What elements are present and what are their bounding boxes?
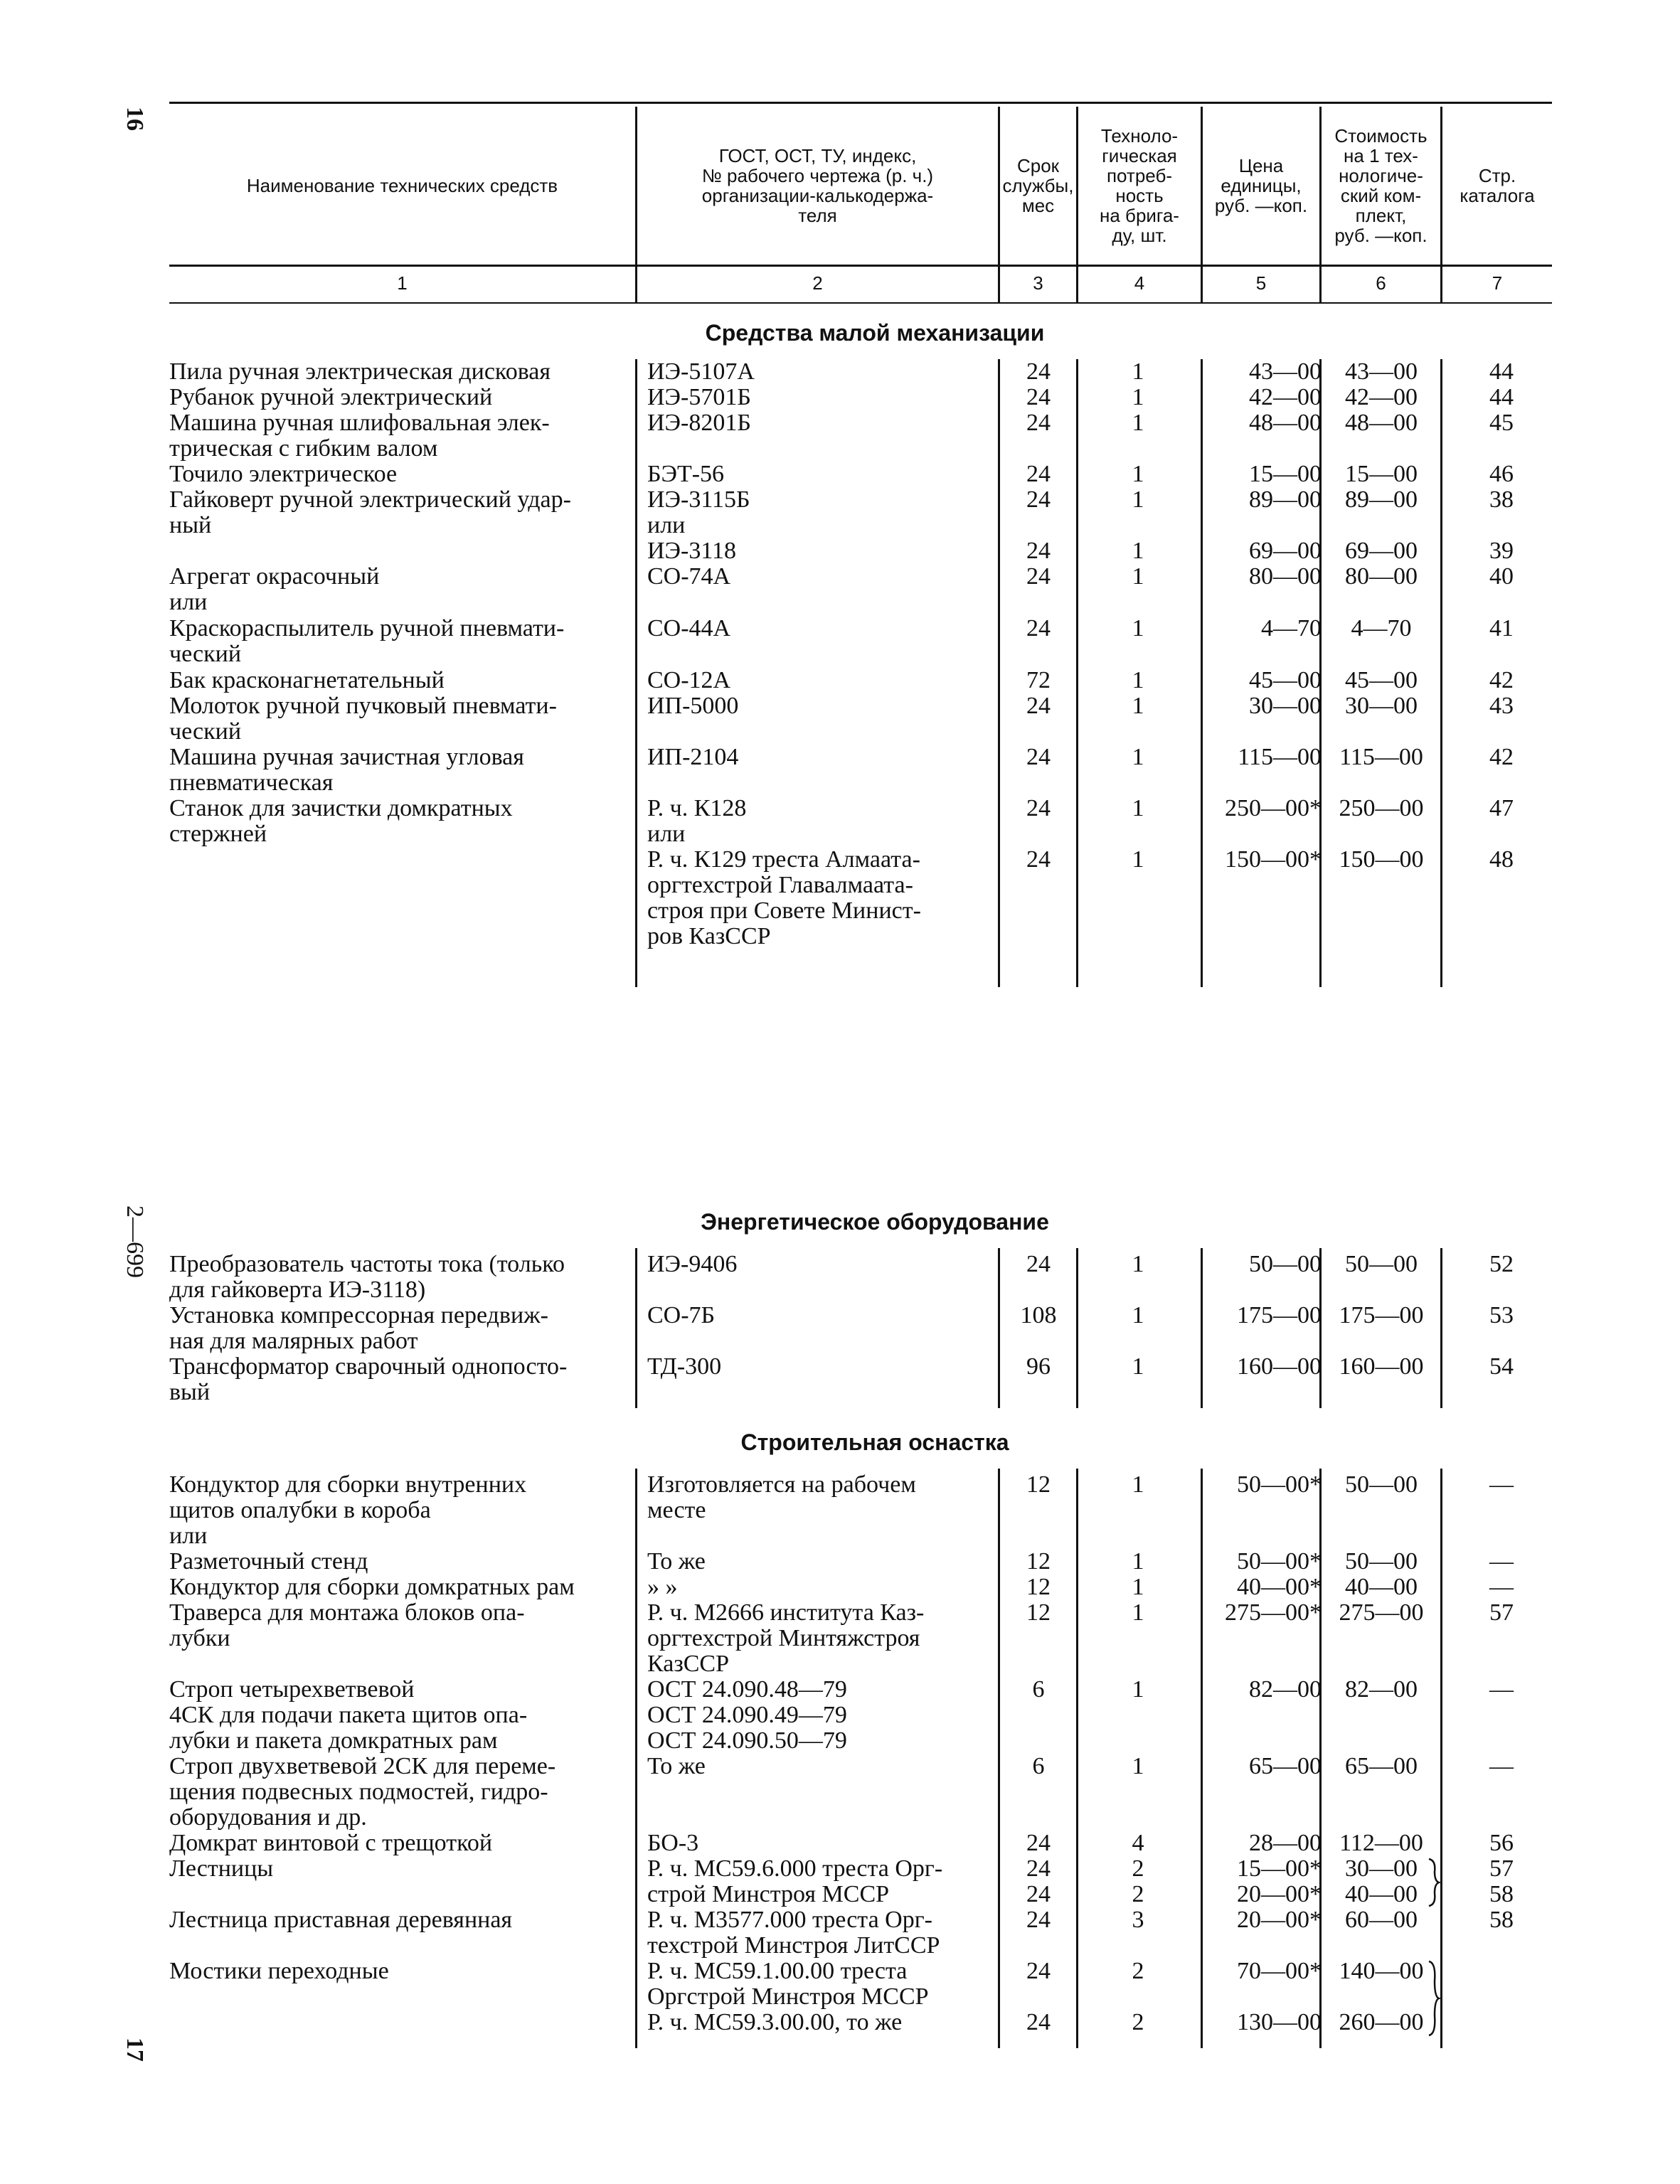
item-cost: 4—70 (1351, 615, 1412, 641)
item-price: 69—00 (1249, 538, 1322, 564)
item-qty: 2 (1132, 1855, 1144, 1882)
item-name: Пила ручная электрическая дисковая (169, 358, 551, 385)
item-price: 20—00* (1237, 1881, 1322, 1907)
item-name: Станок для зачистки домкратных стержней (169, 795, 513, 847)
item-code: ИП-2104 (647, 744, 739, 770)
item-term: 24 (1026, 1958, 1051, 1984)
item-term: 12 (1026, 1548, 1051, 1575)
item-catalog-page: 44 (1489, 358, 1514, 385)
item-term: 24 (1026, 384, 1051, 410)
body-divider (635, 359, 637, 987)
item-catalog-page: 46 (1489, 461, 1514, 487)
item-catalog-page: 38 (1489, 486, 1514, 513)
item-term: 6 (1032, 1753, 1045, 1779)
item-term: 24 (1026, 563, 1051, 590)
item-cost: 140—00 (1339, 1958, 1424, 1984)
item-catalog-page: — (1489, 1471, 1514, 1498)
item-price: 45—00 (1249, 667, 1322, 693)
brace-icon (1426, 1960, 1442, 2037)
item-price: 80—00 (1249, 563, 1322, 590)
item-cost: 50—00 (1345, 1548, 1418, 1575)
item-qty: 1 (1132, 1302, 1144, 1328)
item-code: СО-7Б (647, 1302, 716, 1328)
item-catalog-page: — (1489, 1548, 1514, 1575)
item-qty: 2 (1132, 1958, 1144, 1984)
item-qty: 1 (1132, 1676, 1144, 1703)
item-cost: 42—00 (1345, 384, 1418, 410)
item-catalog-page: 39 (1489, 538, 1514, 564)
item-price: 115—00 (1238, 744, 1322, 770)
item-catalog-page: 45 (1489, 410, 1514, 436)
item-name: Кондуктор для сборки внутренних щитов опалубки в короба или (169, 1471, 527, 1549)
item-code: БО-3 (647, 1830, 699, 1856)
item-qty: 1 (1132, 693, 1144, 719)
item-price: 250—00* (1225, 795, 1322, 821)
item-code: Р. ч. МС59.6.000 треста Орг- (647, 1855, 943, 1882)
item-catalog-page: 48 (1489, 846, 1514, 873)
item-term: 24 (1026, 1907, 1051, 1933)
item-qty: 1 (1132, 1548, 1144, 1575)
item-catalog-page: — (1489, 1753, 1514, 1779)
item-cost: 275—00 (1339, 1599, 1424, 1626)
column-number: 3 (1033, 272, 1043, 294)
item-cost: 80—00 (1345, 563, 1418, 590)
item-code: Р. ч. М3577.000 треста Орг- техстрой Минстроя ЛитССР (647, 1907, 940, 1959)
body-divider (635, 1469, 637, 2048)
column-number: 2 (812, 272, 823, 294)
item-catalog-page: 56 (1489, 1830, 1514, 1856)
item-qty: 1 (1132, 538, 1144, 564)
item-catalog-page: 44 (1489, 384, 1514, 410)
item-name: Строп двухветвевой 2СК для переме- щения подвесных подмостей, гидро- оборудования и др. (169, 1753, 556, 1831)
item-term: 96 (1026, 1353, 1051, 1380)
table-top-rule (169, 102, 1552, 104)
colnum-bottom-rule (169, 302, 1552, 304)
item-qty: 4 (1132, 1830, 1144, 1856)
item-code: СО-12А (647, 667, 731, 693)
item-cost: 30—00 (1345, 693, 1418, 719)
item-qty: 1 (1132, 1574, 1144, 1600)
item-term: 24 (1026, 461, 1051, 487)
item-code: ИЭ-3118 (647, 538, 737, 564)
item-price: 42—00 (1249, 384, 1322, 410)
item-cost: 160—00 (1339, 1353, 1424, 1380)
item-price: 48—00 (1249, 410, 1322, 436)
item-code: Р. ч. К128 или (647, 795, 747, 847)
item-code: Р. ч. МС59.1.00.00 треста Оргстрой Минстроя МССР (647, 1958, 929, 2010)
item-cost: 50—00 (1345, 1471, 1418, 1498)
item-price: 89—00 (1249, 486, 1322, 513)
item-cost: 43—00 (1345, 358, 1418, 385)
item-term: 24 (1026, 358, 1051, 385)
item-price: 82—00 (1249, 1676, 1322, 1703)
item-code: Изготовляется на рабочем месте (647, 1471, 916, 1523)
item-name: Разметочный стенд (169, 1548, 368, 1575)
item-catalog-page: 41 (1489, 615, 1514, 641)
item-catalog-page: 43 (1489, 693, 1514, 719)
item-code: » » (647, 1574, 678, 1600)
item-name: Строп четырехветвевой 4СК для подачи пакета щитов опа- лубки и пакета домкратных рам (169, 1676, 528, 1754)
item-qty: 1 (1132, 410, 1144, 436)
item-code: ИЭ-8201Б (647, 410, 751, 436)
item-qty: 1 (1132, 563, 1144, 590)
item-qty: 1 (1132, 384, 1144, 410)
item-qty: 2 (1132, 2009, 1144, 2035)
item-qty: 1 (1132, 667, 1144, 693)
item-term: 24 (1026, 1830, 1051, 1856)
item-term: 24 (1026, 2009, 1051, 2035)
item-term: 12 (1026, 1574, 1051, 1600)
item-cost: 40—00 (1345, 1881, 1418, 1907)
item-code: СО-74А (647, 563, 731, 590)
item-price: 28—00 (1249, 1830, 1322, 1856)
item-price: 43—00 (1249, 358, 1322, 385)
item-price: 70—00* (1237, 1958, 1322, 1984)
item-price: 50—00* (1237, 1471, 1322, 1498)
item-name: Кондуктор для сборки домкратных рам (169, 1574, 575, 1600)
item-price: 15—00 (1249, 461, 1322, 487)
item-price: 175—00 (1237, 1302, 1322, 1328)
item-name: Мостики переходные (169, 1958, 389, 1984)
item-qty: 1 (1132, 1599, 1144, 1626)
item-catalog-page: — (1489, 1676, 1514, 1703)
item-name: Гайковерт ручной электрический удар- ный (169, 486, 571, 538)
item-cost: 150—00 (1339, 846, 1424, 873)
header-code: ГОСТ, ОСТ, ТУ, индекс, № рабочего чертежа (р. ч.) организации-калькодержа- теля (701, 145, 934, 226)
item-catalog-page: 58 (1489, 1907, 1514, 1933)
item-price: 160—00 (1237, 1353, 1322, 1380)
item-code: ТД-300 (647, 1353, 722, 1380)
item-code: Р. ч. К129 треста Алмаата- оргтехстрой Главалмаата- строя при Совете Минист- ров КазССР (647, 846, 921, 949)
item-qty: 1 (1132, 358, 1144, 385)
body-divider (635, 1248, 637, 1408)
item-code: То же (647, 1753, 706, 1779)
item-term: 72 (1026, 667, 1051, 693)
item-cost: 50—00 (1345, 1251, 1418, 1277)
header-term: Срок службы, мес (1002, 155, 1074, 216)
item-code: СО-44А (647, 615, 731, 641)
item-catalog-page: 58 (1489, 1881, 1514, 1907)
item-qty: 1 (1132, 795, 1144, 821)
item-cost: 30—00 (1345, 1855, 1418, 1882)
item-name: Машина ручная шлифовальная элек- трическая с гибким валом (169, 410, 550, 462)
item-name: Точило электрическое (169, 461, 398, 487)
item-cost: 15—00 (1345, 461, 1418, 487)
item-qty: 1 (1132, 744, 1144, 770)
page-number-left: 16 (122, 107, 148, 131)
item-name: Машина ручная зачистная угловая пневматическая (169, 744, 524, 796)
item-name: Молоток ручной пучковый пневмати- ческий (169, 693, 557, 745)
item-term: 24 (1026, 1855, 1051, 1882)
column-number: 4 (1134, 272, 1145, 294)
column-number: 1 (397, 272, 408, 294)
item-qty: 2 (1132, 1881, 1144, 1907)
item-code: ОСТ 24.090.48—79 ОСТ 24.090.49—79 ОСТ 24.090.50—79 (647, 1676, 847, 1754)
page-number-right: 17 (122, 2037, 148, 2062)
item-qty: 1 (1132, 1471, 1144, 1498)
item-term: 24 (1026, 410, 1051, 436)
item-term: 24 (1026, 538, 1051, 564)
item-price: 30—00 (1249, 693, 1322, 719)
item-code: строй Минстроя МССР (647, 1881, 890, 1907)
item-name: Рубанок ручной электрический (169, 384, 493, 410)
item-price: 65—00 (1249, 1753, 1322, 1779)
section-title: Энергетическое оборудование (701, 1209, 1049, 1235)
item-price: 20—00* (1237, 1907, 1322, 1933)
item-qty: 1 (1132, 615, 1144, 641)
item-qty: 3 (1132, 1907, 1144, 1933)
item-name: Домкрат винтовой с трещоткой (169, 1830, 493, 1856)
item-price: 4—70 (1261, 615, 1322, 641)
item-price: 40—00* (1237, 1574, 1322, 1600)
header-cost: Стоимость на 1 тех- нологиче- ский ком- плект, руб. —коп. (1334, 125, 1428, 246)
item-price: 50—00* (1237, 1548, 1322, 1575)
item-cost: 250—00 (1339, 795, 1424, 821)
header-qty: Техноло- гическая потреб- ность на брига- ду, шт. (1100, 125, 1179, 246)
item-term: 24 (1026, 795, 1051, 821)
item-term: 24 (1026, 1881, 1051, 1907)
item-code: ИЭ-9406 (647, 1251, 738, 1277)
item-price: 130—00 (1237, 2009, 1322, 2035)
item-price: 50—00 (1249, 1251, 1322, 1277)
item-term: 12 (1026, 1471, 1051, 1498)
item-code: ИЭ-5701Б (647, 384, 751, 410)
item-price: 275—00* (1225, 1599, 1322, 1626)
item-code: ИЭ-5107А (647, 358, 755, 385)
column-number: 5 (1255, 272, 1267, 294)
item-cost: 69—00 (1345, 538, 1418, 564)
item-name: Преобразователь частоты тока (только для гайковерта ИЭ-3118) (169, 1251, 565, 1303)
item-qty: 1 (1132, 846, 1144, 873)
item-code: То же (647, 1548, 706, 1575)
item-qty: 1 (1132, 1251, 1144, 1277)
item-qty: 1 (1132, 486, 1144, 513)
item-catalog-page: 47 (1489, 795, 1514, 821)
item-term: 24 (1026, 615, 1051, 641)
item-cost: 115—00 (1339, 744, 1423, 770)
item-code: ИП-5000 (647, 693, 739, 719)
item-qty: 1 (1132, 1753, 1144, 1779)
section-title: Строительная оснастка (740, 1429, 1009, 1455)
column-number: 7 (1492, 272, 1503, 294)
item-cost: 112—00 (1339, 1830, 1423, 1856)
item-qty: 1 (1132, 1353, 1144, 1380)
item-code: ИЭ-3115Б или (647, 486, 750, 538)
item-cost: 89—00 (1345, 486, 1418, 513)
item-term: 24 (1026, 744, 1051, 770)
item-name: Установка компрессорная передвиж- ная для малярных работ (169, 1302, 548, 1354)
item-price: 15—00* (1237, 1855, 1322, 1882)
item-name: Лестница приставная деревянная (169, 1907, 513, 1933)
item-name: Бак красконагнетательный (169, 667, 445, 693)
header-name: Наименование технических средств (246, 175, 558, 196)
item-name: Агрегат окрасочный или (169, 563, 380, 615)
item-catalog-page: 52 (1489, 1251, 1514, 1277)
item-cost: 260—00 (1339, 2009, 1424, 2035)
item-catalog-page: 42 (1489, 744, 1514, 770)
header-price: Цена единицы, руб. —коп. (1214, 155, 1308, 216)
item-term: 6 (1032, 1676, 1045, 1703)
item-term: 24 (1026, 486, 1051, 513)
item-catalog-page: 57 (1489, 1855, 1514, 1882)
side-mark: 2—699 (122, 1205, 148, 1278)
item-catalog-page: 53 (1489, 1302, 1514, 1328)
item-cost: 65—00 (1345, 1753, 1418, 1779)
item-cost: 45—00 (1345, 667, 1418, 693)
section-title: Средства малой механизации (705, 320, 1045, 346)
item-price: 150—00* (1225, 846, 1322, 873)
item-term: 12 (1026, 1599, 1051, 1626)
item-catalog-page: 54 (1489, 1353, 1514, 1380)
item-cost: 82—00 (1345, 1676, 1418, 1703)
item-name: Траверса для монтажа блоков опа- лубки (169, 1599, 525, 1651)
item-catalog-page: 57 (1489, 1599, 1514, 1626)
item-qty: 1 (1132, 461, 1144, 487)
item-catalog-page: 40 (1489, 563, 1514, 590)
item-term: 24 (1026, 1251, 1051, 1277)
item-name: Трансформатор сварочный однопосто- вый (169, 1353, 568, 1405)
item-code: Р. ч. МС59.3.00.00, то же (647, 2009, 903, 2035)
item-term: 24 (1026, 846, 1051, 873)
item-cost: 60—00 (1345, 1907, 1418, 1933)
item-term: 108 (1020, 1302, 1057, 1328)
item-name: Лестницы (169, 1855, 274, 1882)
item-name: Краскораспылитель ручной пневмати- ческий (169, 615, 565, 667)
brace-icon (1426, 1858, 1442, 1907)
item-cost: 40—00 (1345, 1574, 1418, 1600)
item-term: 24 (1026, 693, 1051, 719)
item-code: БЭТ-56 (647, 461, 725, 487)
header-catalog: Стр. каталога (1460, 165, 1535, 206)
item-catalog-page: 42 (1489, 667, 1514, 693)
item-cost: 175—00 (1339, 1302, 1424, 1328)
item-cost: 48—00 (1345, 410, 1418, 436)
column-number: 6 (1376, 272, 1386, 294)
header-bottom-rule (169, 265, 1552, 267)
item-catalog-page: — (1489, 1574, 1514, 1600)
item-code: Р. ч. М2666 института Каз- оргтехстрой Минтяжстроя КазССР (647, 1599, 925, 1677)
